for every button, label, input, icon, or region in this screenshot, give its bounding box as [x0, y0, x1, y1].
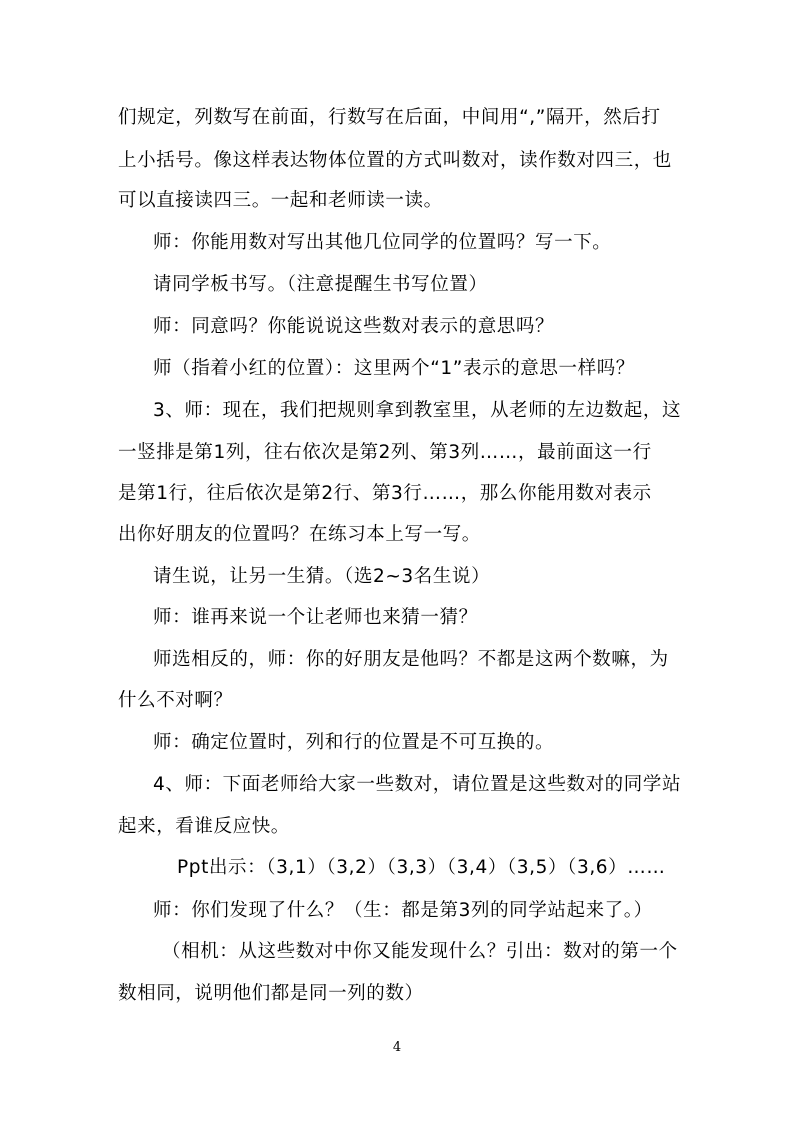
text-line: 师：同意吗？你能说说这些数对表示的意思吗？	[153, 316, 555, 337]
text-line: （相机：从这些数对中你又能发现什么？引出：数对的第一个	[162, 941, 678, 962]
text-line: 上小括号。像这样表达物体位置的方式叫数对，读作数对四三，也	[118, 150, 672, 171]
text-line: 是第1行，往后依次是第2行、第3行……，那么你能用数对表示	[118, 483, 652, 504]
text-line: 师（指着小红的位置）：这里两个“1”表示的意思一样吗？	[153, 358, 635, 379]
text-line: 3、师：现在，我们把规则拿到教室里，从老师的左边数起，这	[153, 400, 682, 421]
text-line: 师选相反的，师：你的好朋友是他吗？不都是这两个数嘛，为	[153, 649, 669, 670]
text-line: Ppt出示：（3,1）（3,2）（3,3）（3,4）（3,5）（3,6）……	[177, 857, 666, 878]
text-line: 师：你能用数对写出其他几位同学的位置吗？写一下。	[153, 232, 612, 253]
page-number: 4	[392, 1040, 402, 1055]
text-line: 师：谁再来说一个让老师也来猜一猜？	[153, 607, 478, 628]
text-line: 4、师：下面老师给大家一些数对，请位置是这些数对的同学站	[153, 774, 682, 795]
text-line: 什么不对啊？	[118, 690, 233, 711]
text-line: 可以直接读四三。一起和老师读一读。	[118, 190, 443, 211]
text-line: 师：你们发现了什么？（生：都是第3列的同学站起来了。）	[153, 900, 653, 921]
text-line: 们规定，列数写在前面，行数写在后面，中间用“,”隔开，然后打	[118, 107, 661, 128]
text-line: 起来，看谁反应快。	[118, 816, 290, 837]
text-line: 请同学板书写。（注意提醒生书写位置）	[153, 274, 488, 295]
text-line: 出你好朋友的位置吗？在练习本上写一写。	[118, 524, 481, 545]
text-line: 数相同，说明他们都是同一列的数）	[118, 983, 424, 1004]
text-line: 一竖排是第1列，往右依次是第2列、第3列……，最前面这一行	[118, 442, 652, 463]
text-line: 师：确定位置时，列和行的位置是不可互换的。	[153, 732, 555, 753]
text-line: 请生说，让另一生猜。（选2~3名生说）	[153, 566, 491, 587]
